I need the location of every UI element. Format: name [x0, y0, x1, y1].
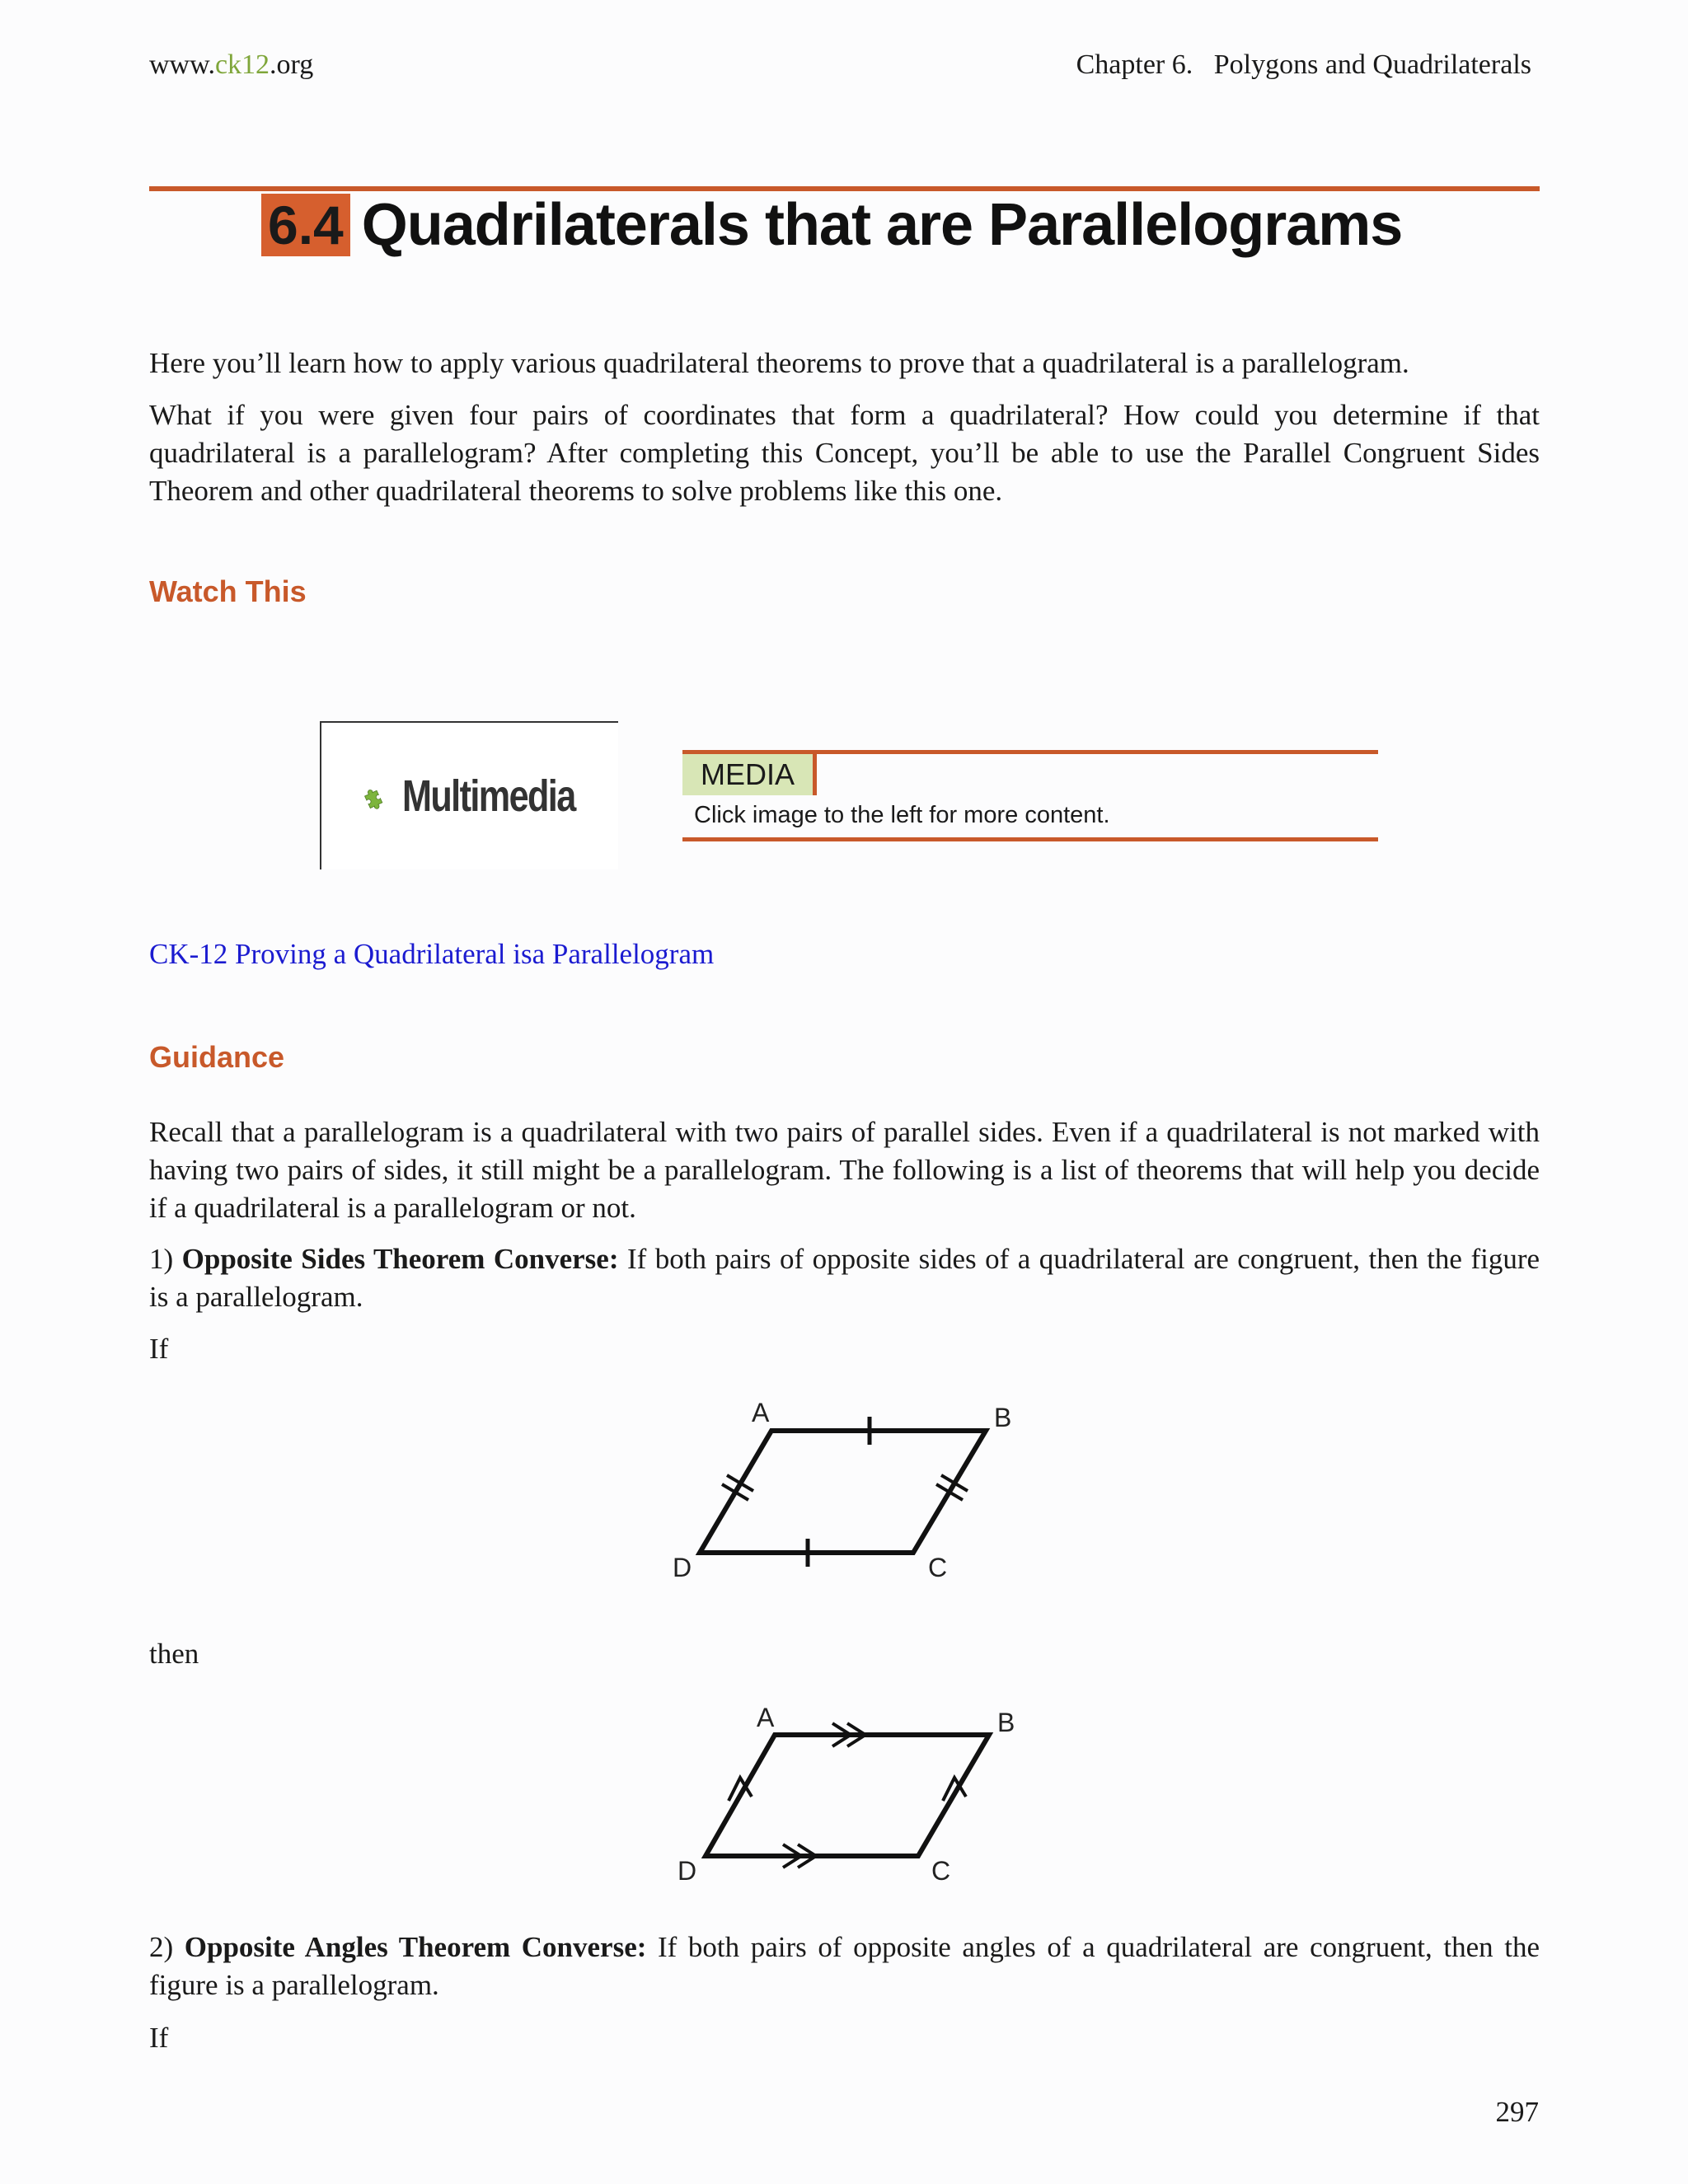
intro-paragraph-2: What if you were given four pairs of coordinates that form a quadrilateral? How could you determine if that quadrilateral is a parallelogram? After completing this Concept, you’ll be able to use the Parallel Congruent Sides Theorem and other quadrilateral theorems to solve problems like this one.	[149, 399, 1540, 507]
thumbnail-label: Multimedia	[401, 771, 575, 821]
media-tag: MEDIA	[682, 754, 817, 795]
page-title: Quadrilaterals that are Parallelograms	[361, 192, 1403, 258]
section-number: 6.4	[261, 194, 350, 256]
vertex-c: C	[928, 1553, 948, 1582]
theorem-1: 1) Opposite Sides Theorem Converse: If both pairs of opposite sides of a quadrilateral are congruent, then the figure is a parallelogram.	[149, 1243, 1540, 1313]
media-bottom-rule	[682, 837, 1378, 841]
vertex-c: C	[931, 1856, 951, 1886]
watch-heading: Watch This	[149, 574, 307, 608]
figure-congruent-sides	[659, 1397, 1030, 1586]
vertex-b: B	[997, 1708, 1015, 1737]
figure-parallel-sides	[659, 1702, 1030, 1891]
theorem-2-name: Opposite Angles Theorem Converse:	[184, 1931, 647, 1963]
vertex-b: B	[994, 1403, 1012, 1432]
chapter-header: Chapter 6. Polygons and Quadrilaterals	[1076, 49, 1531, 80]
guidance-heading: Guidance	[149, 1040, 285, 1074]
parallelogram-outline	[700, 1431, 986, 1553]
site-url: www.ck12.org	[149, 49, 314, 80]
guidance-intro: Recall that a parallelogram is a quadrilateral with two pairs of parallel sides. Even if a quadrilateral is not marked with having two pairs of sides, it still might be a parallelogram. The following is a list of theorems that will help you decide if a quadrilateral is a parallelogram or not.	[149, 1116, 1540, 1224]
media-caption: Click image to the left for more content.	[694, 802, 1110, 828]
puzzle-piece-icon	[361, 763, 387, 829]
intro-paragraph-1: Here you’ll learn how to apply various quadrilateral theorems to prove that a quadrilateral is a parallelogram.	[149, 347, 1409, 379]
if-label-2: If	[149, 2022, 169, 2054]
if-label-1: If	[149, 1333, 169, 1365]
section-title	[261, 191, 1402, 259]
video-link[interactable]: CK-12 Proving a Quadrilateral isa Parallelogram	[149, 938, 715, 970]
vertex-d: D	[673, 1553, 692, 1582]
then-label: then	[149, 1638, 199, 1670]
vertex-a: A	[752, 1398, 770, 1427]
vertex-a: A	[757, 1703, 775, 1732]
media-box	[682, 750, 1378, 841]
page-number: 297	[1495, 2096, 1539, 2128]
theorem-2: 2) Opposite Angles Theorem Converse: If both pairs of opposite angles of a quadrilateral are congruent, then the figure is a parallelogram.	[149, 1931, 1540, 2001]
theorem-1-name: Opposite Sides Theorem Converse:	[181, 1243, 619, 1275]
multimedia-thumbnail[interactable]	[320, 721, 618, 869]
vertex-d: D	[678, 1856, 697, 1886]
